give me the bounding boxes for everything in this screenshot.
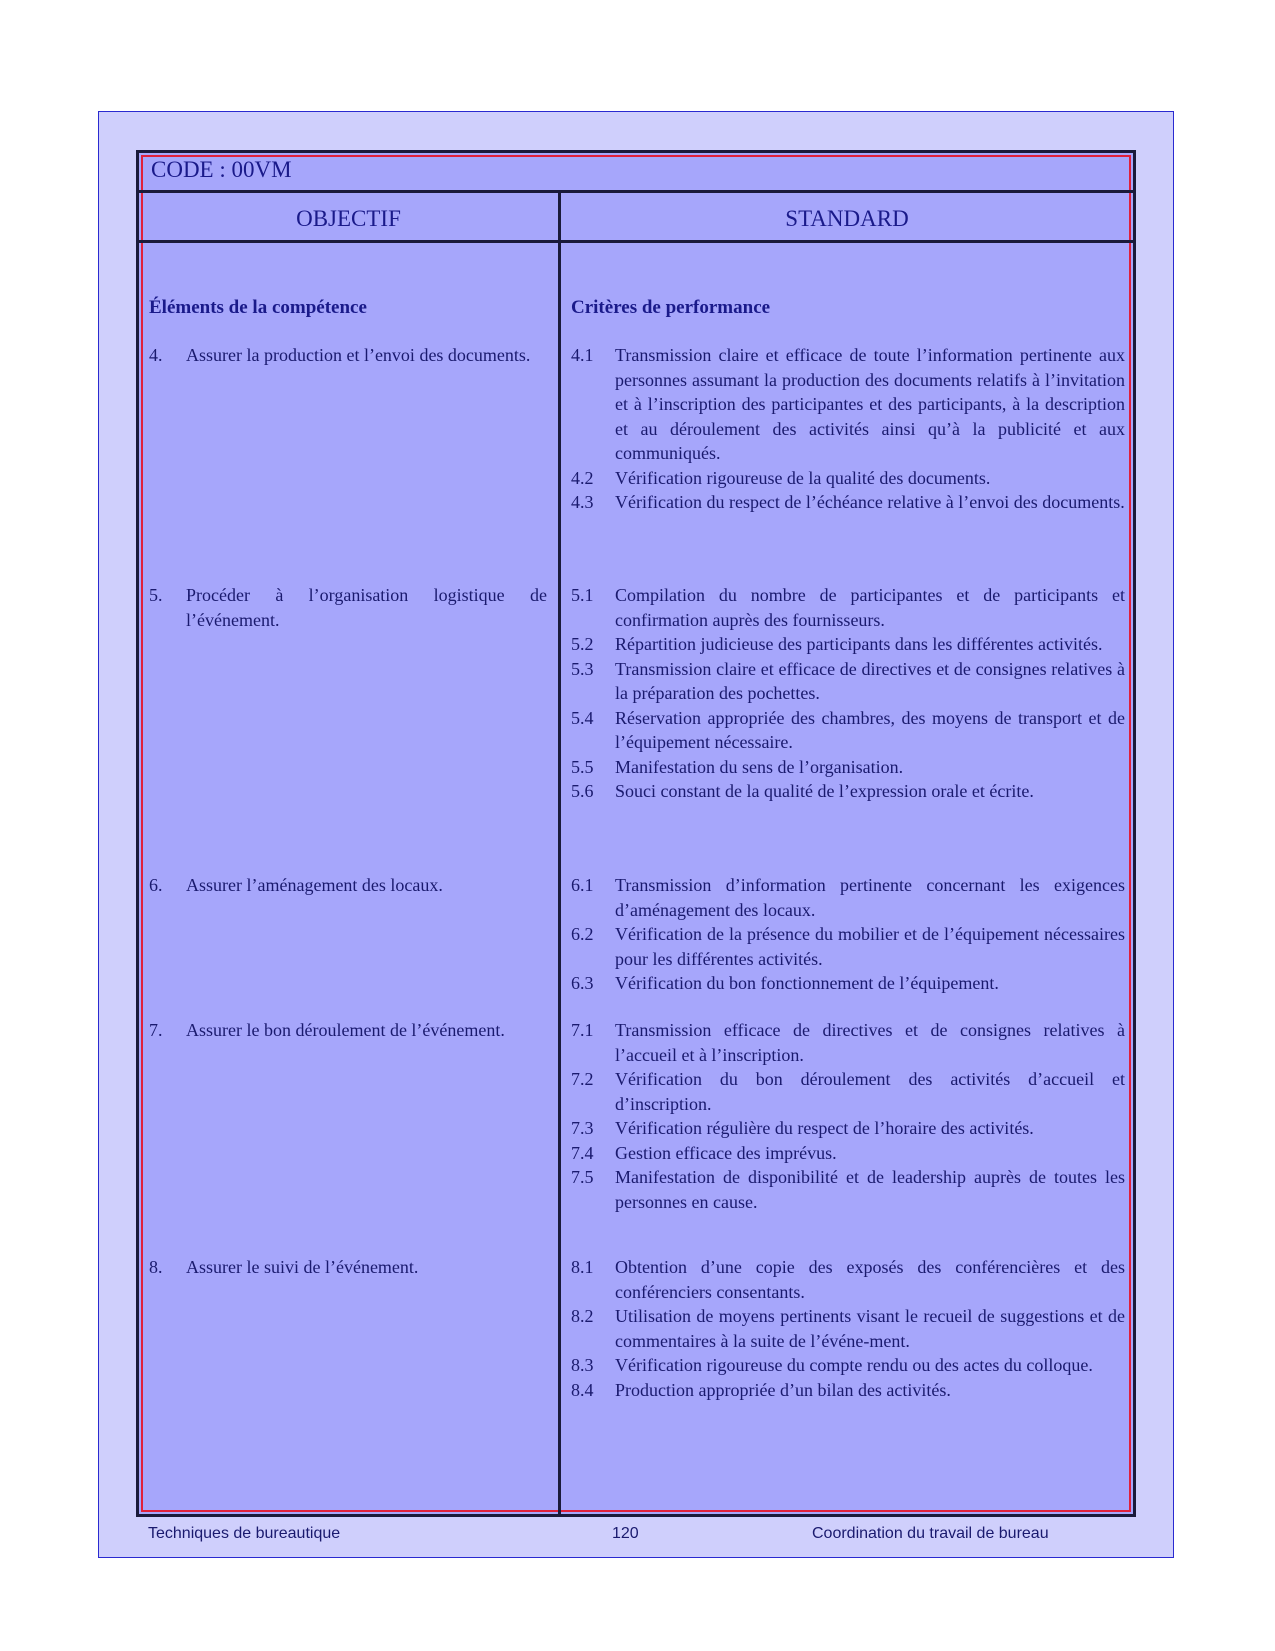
element-group xyxy=(149,583,547,632)
criteria-group xyxy=(571,1255,1125,1402)
criterion-item xyxy=(571,873,1125,922)
item-number: 7.1 xyxy=(571,1020,594,1040)
item-number: 8.1 xyxy=(571,1257,594,1277)
item-number: 7.2 xyxy=(571,1069,594,1089)
criterion-item xyxy=(571,343,1125,466)
criterion-item xyxy=(571,1018,1125,1067)
footer-course: Coordination du travail de bureau xyxy=(812,1525,1049,1542)
criterion-item xyxy=(571,1165,1125,1214)
elements-title: Éléments de la compétence xyxy=(149,297,367,318)
element-group xyxy=(149,1018,547,1043)
item-number: 6. xyxy=(149,875,163,895)
item-text: Compilation du nombre de participantes et de participants et confirmation auprès des fournisseurs. xyxy=(615,585,1125,630)
header-objectif: OBJECTIF xyxy=(296,206,401,231)
criterion-item xyxy=(571,1304,1125,1353)
footer-page-number: 120 xyxy=(612,1525,639,1542)
item-text: Production appropriée d’un bilan des activités. xyxy=(615,1379,951,1400)
criteria-group xyxy=(571,873,1125,996)
criterion-item xyxy=(571,1067,1125,1116)
competency-table xyxy=(136,150,1136,1517)
item-number: 5.4 xyxy=(571,707,594,728)
item-number: 4. xyxy=(149,345,163,365)
item-number: 6.1 xyxy=(571,875,594,895)
item-text: Souci constant de la qualité de l’expression orale et écrite. xyxy=(615,781,1034,801)
criterion-item xyxy=(571,657,1125,706)
item-text: Manifestation du sens de l’organisation. xyxy=(615,756,904,777)
item-text: Manifestation de disponibilité et de leadership auprès de toutes les personnes en cause. xyxy=(615,1167,1125,1212)
criterion-item xyxy=(571,1353,1125,1378)
item-text: Vérification rigoureuse de la qualité des documents. xyxy=(615,467,991,488)
item-number: 7.3 xyxy=(571,1118,594,1138)
item-number: 8.4 xyxy=(571,1379,594,1400)
criteria-group xyxy=(571,583,1125,804)
item-number: 5.6 xyxy=(571,781,594,801)
header-standard: STANDARD xyxy=(785,206,909,231)
element-item xyxy=(149,343,547,368)
item-number: 5.2 xyxy=(571,634,594,654)
item-number: 5.5 xyxy=(571,756,594,777)
column-divider xyxy=(558,193,561,1514)
element-item xyxy=(149,1255,547,1280)
element-group xyxy=(149,873,547,898)
header-row xyxy=(139,193,1133,243)
elements-column xyxy=(149,243,547,1277)
element-item xyxy=(149,1018,547,1043)
criteria-group xyxy=(571,343,1125,515)
criterion-item xyxy=(571,632,1125,657)
item-number: 8.3 xyxy=(571,1355,594,1375)
code-label: CODE : 00VM xyxy=(151,157,292,182)
item-text: Vérification rigoureuse du compte rendu ou des actes du colloque. xyxy=(615,1355,1093,1375)
item-number: 5.1 xyxy=(571,585,594,605)
item-text: Vérification régulière du respect de l’horaire des activités. xyxy=(615,1118,1034,1138)
item-text: Transmission efficace de directives et de consignes relatives à l’accueil et à l’inscription. xyxy=(615,1020,1125,1065)
criterion-item xyxy=(571,779,1125,804)
criteria-title: Critères de performance xyxy=(571,297,771,318)
item-number: 7. xyxy=(149,1020,163,1040)
criterion-item xyxy=(571,706,1125,755)
item-number: 8. xyxy=(149,1257,163,1277)
item-text: Procéder à l’organisation logistique de l’événement. xyxy=(186,585,547,630)
item-number: 6.3 xyxy=(571,973,594,993)
item-text: Utilisation de moyens pertinents visant le recueil de suggestions et de commentaires à la suite de l’événe-ment. xyxy=(615,1306,1125,1351)
code-row xyxy=(139,153,1133,193)
element-item xyxy=(149,873,547,898)
element-item xyxy=(149,583,547,632)
item-number: 7.5 xyxy=(571,1167,594,1187)
item-number: 7.4 xyxy=(571,1142,594,1163)
item-text: Assurer le suivi de l’événement. xyxy=(186,1257,419,1277)
item-text: Réservation appropriée des chambres, des moyens de transport et de l’équipement nécessaire. xyxy=(615,707,1125,752)
item-number: 8.2 xyxy=(571,1306,594,1326)
item-number: 4.1 xyxy=(571,345,594,365)
item-text: Obtention d’une copie des exposés des conférencières et des conférenciers consentants. xyxy=(615,1257,1125,1302)
item-number: 6.2 xyxy=(571,924,594,944)
criterion-item xyxy=(571,583,1125,632)
item-text: Vérification du bon fonctionnement de l’équipement. xyxy=(615,973,999,993)
item-text: Répartition judicieuse des participants dans les différentes activités. xyxy=(615,634,1103,654)
item-number: 5.3 xyxy=(571,658,594,679)
criterion-item xyxy=(571,922,1125,971)
item-text: Gestion efficace des imprévus. xyxy=(615,1142,837,1163)
criteria-column xyxy=(571,243,1125,1400)
criterion-item xyxy=(571,1255,1125,1304)
criterion-item xyxy=(571,1378,1125,1403)
item-text: Transmission d’information pertinente concernant les exigences d’aménagement des locaux. xyxy=(615,875,1125,920)
item-text: Assurer le bon déroulement de l’événement. xyxy=(186,1020,505,1040)
item-text: Vérification du bon déroulement des activités d’accueil et d’inscription. xyxy=(615,1069,1125,1114)
item-number: 5. xyxy=(149,585,163,605)
item-number: 4.3 xyxy=(571,492,594,512)
criterion-item xyxy=(571,466,1125,491)
criterion-item xyxy=(571,490,1125,515)
element-group xyxy=(149,1255,547,1280)
criterion-item xyxy=(571,755,1125,780)
item-text: Vérification de la présence du mobilier et de l’équipement nécessaires pour les différentes activités. xyxy=(615,924,1125,969)
item-number: 4.2 xyxy=(571,467,594,488)
item-text: Assurer l’aménagement des locaux. xyxy=(186,875,443,895)
criterion-item xyxy=(571,1141,1125,1166)
criterion-item xyxy=(571,1116,1125,1141)
item-text: Vérification du respect de l’échéance relative à l’envoi des documents. xyxy=(615,492,1125,512)
criteria-group xyxy=(571,1018,1125,1214)
footer-program: Techniques de bureautique xyxy=(148,1525,341,1542)
item-text: Transmission claire et efficace de toute l’information pertinente aux personnes assumant la production des documents relatifs à l’invitation et à l’inscription des participantes et des participants, à la description et au déroulement des activités ainsi qu’à la publicité et aux communiqués. xyxy=(615,345,1125,463)
item-text: Assurer la production et l’envoi des documents. xyxy=(186,345,531,365)
element-group xyxy=(149,343,547,368)
criterion-item xyxy=(571,971,1125,996)
item-text: Transmission claire et efficace de directives et de consignes relatives à la préparation des pochettes. xyxy=(615,658,1125,703)
